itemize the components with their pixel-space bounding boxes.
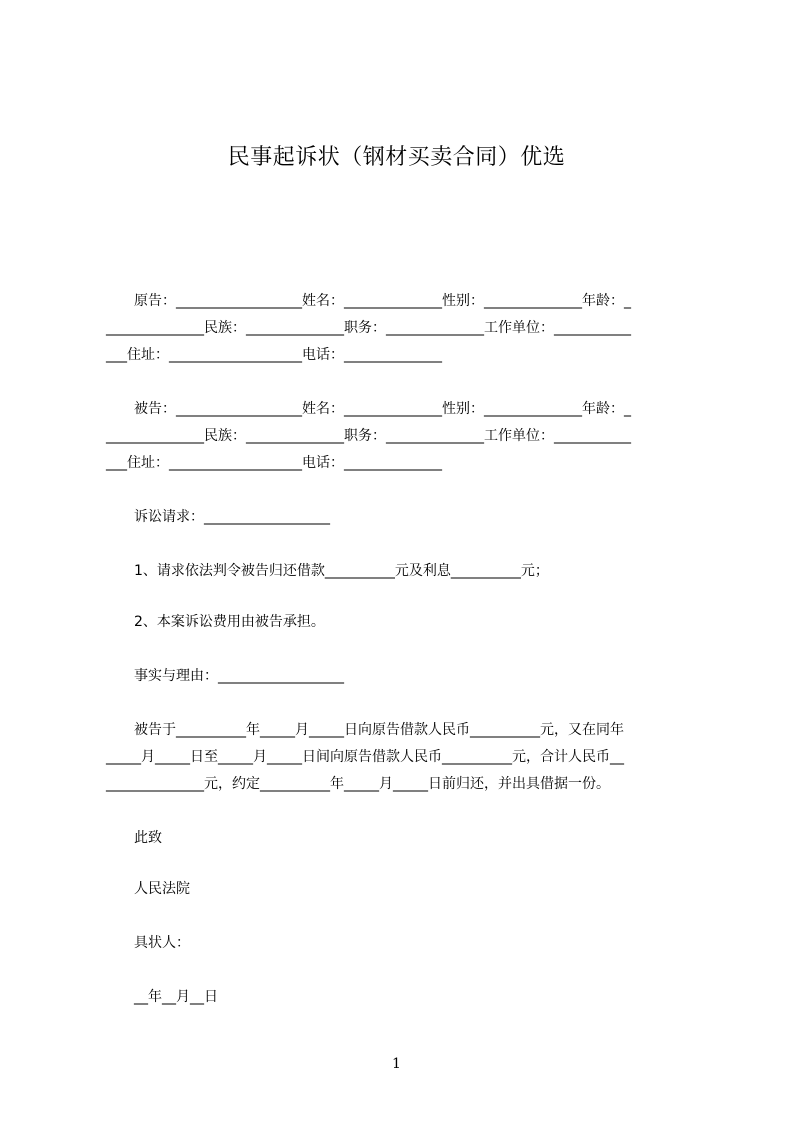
plaintiff-line-3: ___住址：___________________电话：______________ [106, 347, 442, 363]
facts-line-3: ______________元，约定__________年_____月_____日前归还，并出具借据一份。 [106, 776, 610, 792]
claim-2: 2、本案诉讼费用由被告承担。 [106, 614, 325, 630]
date-line: __年__月__日 [106, 989, 218, 1005]
facts-line-1: 被告于__________年_____月_____日向原告借款人民币__________元，又在同年 [106, 722, 624, 738]
closing-salutation: 此致 [106, 830, 162, 846]
defendant-line-2: ______________民族：______________职务：______________工作单位：___________ [106, 428, 631, 444]
plaintiff-line-2: ______________民族：______________职务：______________工作单位：___________ [106, 320, 631, 336]
defendant-line-1: 被告：__________________姓名：______________性别：______________年龄：_ [106, 401, 631, 417]
defendant-line-3: ___住址：___________________电话：______________ [106, 455, 442, 471]
facts-heading: 事实与理由：__________________ [106, 668, 344, 684]
plaintiff-line-1: 原告：__________________姓名：______________性别：______________年龄：_ [106, 293, 631, 309]
page-number: 1 [392, 1056, 401, 1072]
signer-label: 具状人： [106, 935, 190, 951]
claims-heading: 诉讼请求：__________________ [106, 509, 330, 525]
claim-1: 1、请求依法判令被告归还借款__________元及利息__________元； [106, 563, 549, 579]
facts-line-2: _____月_____日至_____月_____日间向原告借款人民币__________元，合计人民币__ [106, 749, 624, 765]
page-title: 民事起诉状（钢材买卖合同）优选 [227, 145, 566, 170]
court-name: 人民法院 [106, 881, 190, 897]
